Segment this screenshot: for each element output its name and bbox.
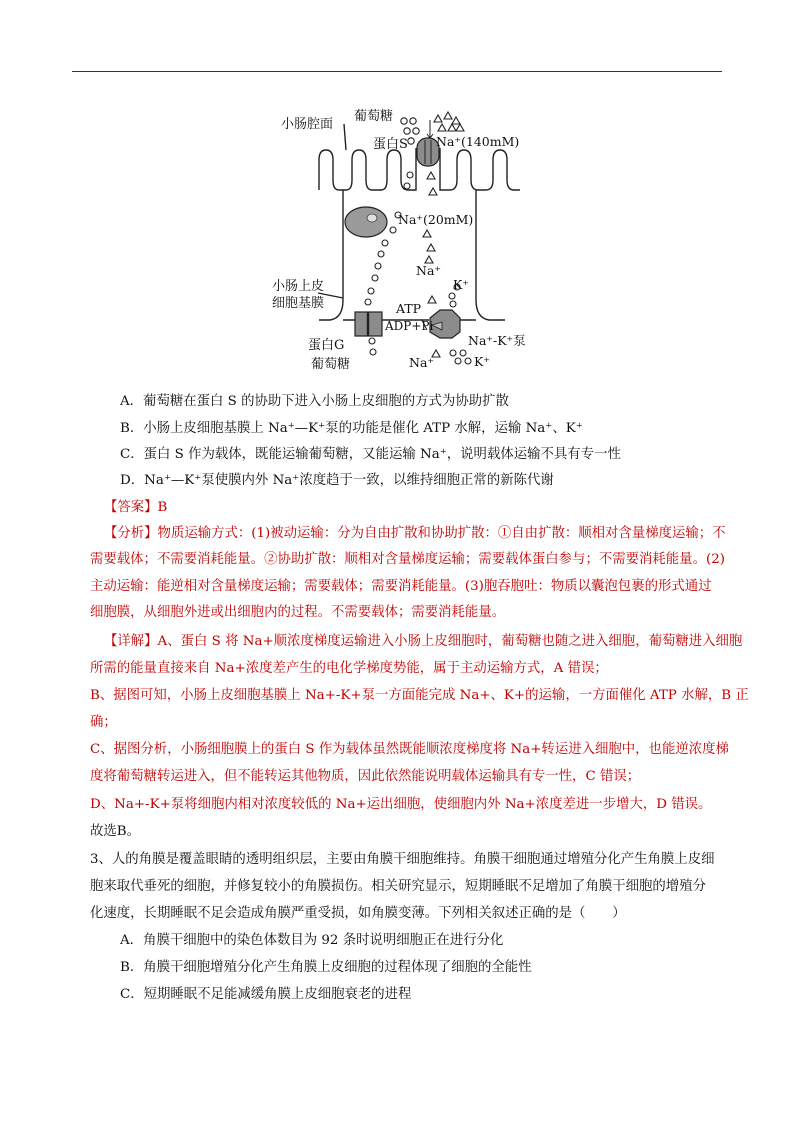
analysis-line-4: 细胞膜，从细胞外进或出细胞内的过程。不需要载体；需要消耗能量。 xyxy=(90,605,506,620)
detail-line-6: 度将葡萄糖转运进入，但不能转运其他物质，因此依然能说明载体运输具有专一性，C 错误； xyxy=(90,769,641,784)
label-na-inside: Na⁺(20mM) xyxy=(398,212,474,227)
detail-line-3: B、据图可知，小肠上皮细胞基膜上 Na+-K+泵一方面能完成 Na+、K+的运输，一方面催化 ATP 水解，B 正 xyxy=(90,688,749,703)
q3-stem-line-2: 胞来取代垂死的细胞，并修复较小的角膜损伤。相关研究显示，短期睡眠不足增加了角膜干细胞的增殖分 xyxy=(90,879,706,894)
q3-stem-line-3: 化速度，长期睡眠不足会造成角膜严重受损，如角膜变薄。下列相关叙述正确的是（ ） xyxy=(90,906,626,921)
q2-option-b: B．小肠上皮细胞基膜上 Na⁺—K⁺泵的功能是催化 ATP 水解，运输 Na⁺、K⁺ xyxy=(120,421,583,436)
label-glucose-bottom: 葡萄糖 xyxy=(311,357,351,372)
right-cell-wall xyxy=(476,190,505,320)
q2-option-c: C．蛋白 S 作为载体，既能运输葡萄糖，又能运输 Na⁺，说明载体运输不具有专一性 xyxy=(120,447,621,462)
label-k-inside: K⁺ xyxy=(453,277,469,292)
analysis-line-2: 需要载体；不需要消耗能量。②协助扩散：顺相对含量梯度运输；需要载体蛋白参与；不需要消耗能量。(2) xyxy=(90,552,725,567)
detail-line-5: C、据图分析，小肠细胞膜上的蛋白 S 作为载体虽然既能顺浓度梯度将 Na+转运进入细胞中，也能逆浓度梯 xyxy=(90,742,729,757)
label-basal-2: 细胞基膜 xyxy=(272,296,325,311)
label-atp: ATP xyxy=(396,301,422,316)
detail-line-1: 【详解】A、蛋白 S 将 Na+顺浓度梯度运输进入小肠上皮细胞时，葡萄糖也随之进入细胞，葡萄糖进入细胞 xyxy=(104,634,743,649)
cell-transport-diagram xyxy=(0,0,794,380)
detail-line-7: D、Na+-K+泵将细胞内相对浓度较低的 Na+运出细胞，使细胞内外 Na+浓度差进一步增大，D 错误。 xyxy=(90,797,712,812)
q3-option-c: C．短期睡眠不足能减缓角膜上皮细胞衰老的进程 xyxy=(120,987,412,1002)
label-glucose-top: 葡萄糖 xyxy=(354,109,394,124)
label-lumen: 小肠腔面 xyxy=(281,117,334,132)
label-k-bottom: K⁺ xyxy=(474,354,490,369)
detail-line-4: 确； xyxy=(90,715,117,730)
label-basal-1: 小肠上皮 xyxy=(272,279,325,294)
label-protein-g: 蛋白G xyxy=(308,338,345,353)
q3-option-b: B．角膜干细胞增殖分化产生角膜上皮细胞的过程体现了细胞的全能性 xyxy=(120,960,532,975)
detail-line-2: 所需的能量直接来自 Na+浓度差产生的电化学梯度势能，属于主动运输方式，A 错误； xyxy=(90,661,608,676)
nucleus xyxy=(345,207,387,237)
answer: 【答案】B xyxy=(104,500,168,515)
q3-option-a: A．角膜干细胞中的染色体数目为 92 条时说明细胞正在进行分化 xyxy=(120,933,504,948)
analysis-line-1: 【分析】物质运输方式：(1)被动运输：分为自由扩散和协助扩散：①自由扩散：顺相对含量梯度运输；不 xyxy=(104,526,726,541)
label-adp: ADP+Pi xyxy=(385,319,434,333)
label-na-outside: Na⁺(140mM) xyxy=(436,134,520,149)
label-protein-s: 蛋白S xyxy=(373,137,408,152)
analysis-line-3: 主动运输：能逆相对含量梯度运输；需要载体；需要消耗能量。(3)胞吞胞吐：物质以囊泡包裹的形式通过 xyxy=(90,579,712,594)
conclusion: 故选B。 xyxy=(90,824,141,839)
q2-option-d: D．Na⁺—K⁺泵使膜内外 Na⁺浓度趋于一致，以维持细胞正常的新陈代谢 xyxy=(120,473,554,488)
label-na-k-pump: Na⁺-K⁺泵 xyxy=(468,333,526,348)
label-na-bottom: Na⁺ xyxy=(409,355,434,370)
q2-option-a: A．葡萄糖在蛋白 S 的协助下进入小肠上皮细胞的方式为协助扩散 xyxy=(120,394,509,409)
label-na-middle: Na⁺ xyxy=(416,263,441,278)
q3-stem-line-1: 3、人的角膜是覆盖眼睛的透明组织层，主要由角膜干细胞维持。角膜干细胞通过增殖分化产生角膜上皮细 xyxy=(90,852,715,867)
